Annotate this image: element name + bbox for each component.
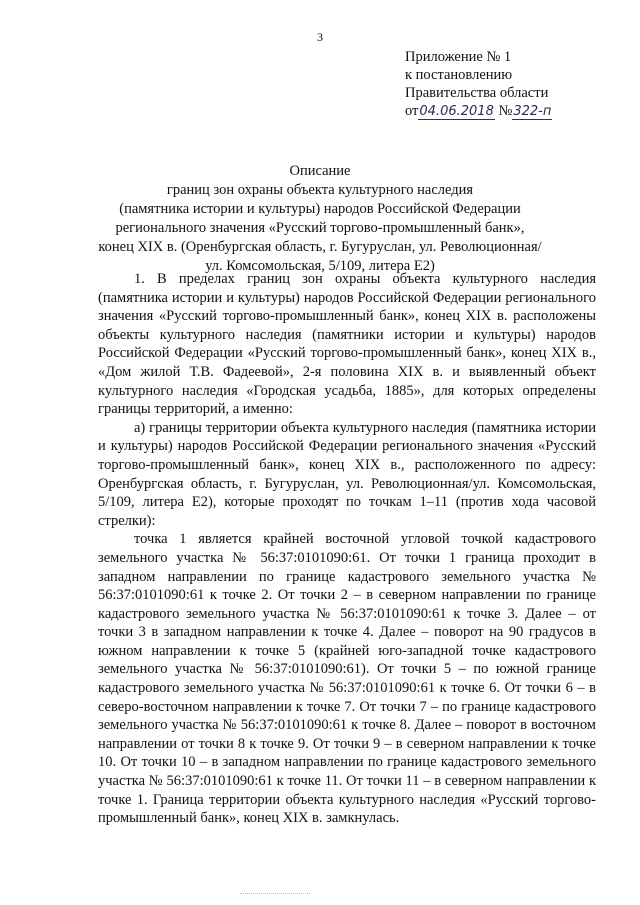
appendix-header bbox=[405, 48, 625, 121]
document-title bbox=[80, 162, 560, 276]
title-line: Описание bbox=[289, 163, 351, 179]
appendix-date-line bbox=[405, 102, 625, 121]
handwritten-number: 322-п bbox=[513, 104, 552, 119]
title-line: ул. Комсомольская, 5/109, литера Е2) bbox=[205, 258, 435, 274]
appendix-line-3: Правительства области bbox=[405, 85, 549, 101]
page-number: 3 bbox=[317, 30, 323, 44]
paragraph-a: а) границы территории объекта культурного наследия (памятника истории и культуры) народов Российской Федерации регионального значения «Русский торгово-промышленный банк», конец XIX в., расположенного по адресу: Оренбургская область, г. Бугуруслан, ул. Революционная/ул. Комсомольская, 5/109, литера Е2), которые проходят по точкам 1–11 (против хода часовой стрелки): bbox=[98, 419, 596, 529]
scan-artifact bbox=[240, 893, 310, 900]
handwritten-date: 04.06.2018 bbox=[419, 104, 494, 119]
number-prefix: № bbox=[498, 103, 513, 119]
title-line: регионального значения «Русский торгово-промышленный банк», bbox=[115, 220, 525, 236]
title-line: конец XIX в. (Оренбургская область, г. Бугуруслан, ул. Революционная/ bbox=[98, 239, 542, 255]
appendix-line-2: к постановлению bbox=[405, 67, 513, 83]
paragraph-1: 1. В пределах границ зон охраны объекта культурного наследия (памятника истории и культуры) народов Российской Федерации регионального значения «Русский торгово-промышленный банк», конец XIX в. расположены объекты культурного наследия (памятники истории и культуры) народов Российской Федерации «Русский торгово-промышленный банк», конец XIX в., «Дом жилой Т.В. Фадеевой», 2-я половина XIX в. и выявленный объект культурного наследия «Городская усадьба, 1885», для которых определены границы территорий, а именно: bbox=[98, 271, 596, 418]
from-prefix: от bbox=[405, 103, 419, 119]
document-body bbox=[98, 270, 596, 828]
paragraph-points: точка 1 является крайней восточной угловой точкой кадастрового земельного участка № 56:37:0101090:61. От точки 1 граница проходит в западном направлении по границе кадастрового земельного участка № 56:37:0101090:61 к точке 2. От точки 2 – в северном направлении по границе кадастрового земельного участка № 56:37:0101090:61 к точке 3. Далее – от точки 3 в западном направлении к точке 4. Далее – поворот на 90 градусов в южном направлении к точке 5 (крайней юго-западной точке кадастрового земельного участка № 56:37:0101090:61). От точки 5 – по южной границе кадастрового земельного участка № 56:37:0101090:61 к точке 6. От точки 6 – в северо-восточном направлении к точке 7. От точки 7 – по границе кадастрового земельного участка № 56:37:0101090:61 к точке 8. Далее – поворот в восточном направлении от точки 8 к точке 9. От точки 9 – в северном направлении к точке 10. От точки 10 – в западном направлении по границе кадастрового земельного участка № 56:37:0101090:61 к точке 11. От точки 11 – в северном направлении к точке 1. Граница территории объекта культурного наследия «Русский торгово-промышленный банк», конец XIX в. замкнулась. bbox=[98, 531, 596, 827]
title-line: (памятника истории и культуры) народов Российской Федерации bbox=[119, 201, 521, 217]
appendix-line-1: Приложение № 1 bbox=[405, 49, 512, 65]
title-line: границ зон охраны объекта культурного наследия bbox=[166, 182, 474, 198]
